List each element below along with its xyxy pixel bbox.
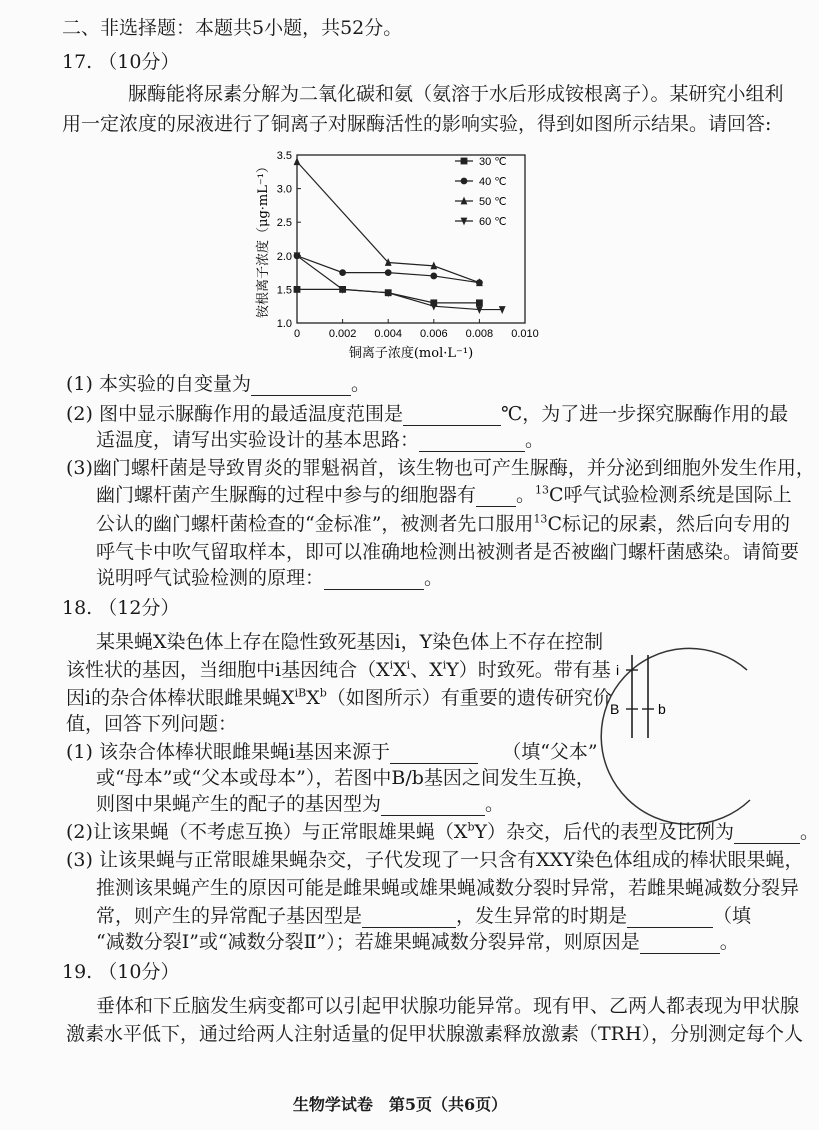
q18-sub2-end: 。 [800,821,819,843]
q18-sub2-sup: b [467,820,475,834]
q17-sub1-text: (1) 本实验的自变量为 [66,373,251,395]
q17-sub3-line-2 [96,483,792,507]
q17-sub3-blank-2[interactable] [324,571,424,590]
q18-intro-line-1: 某果蝇X染色体上存在隐性致死基因i，Y染色体上不存在控制 [96,631,604,653]
y-tick-label: 1.5 [276,284,292,297]
figure-circle-arc [601,648,750,824]
q17-sub3-line-5 [96,566,443,590]
legend-label: 50 ℃ [479,196,507,208]
x-tick-label: 0.010 [511,328,539,340]
q17-sub2-line-2 [96,428,544,452]
q18-intro-3b: X [306,687,320,709]
legend-label: 60 ℃ [479,216,507,228]
q17-heading [62,50,179,74]
q18-intro-2c: 、X [410,659,443,681]
gene-B-label: B [610,701,620,717]
x-tick-label: 0.004 [374,328,402,340]
x-tick-label: 0.002 [328,328,357,340]
q17-sub3-line-3 [96,512,790,536]
q18-sub1-blank-2[interactable] [381,797,485,816]
q18-sub3-text-4: “减数分裂Ⅰ”或“减数分裂Ⅱ”）；若雄果蝇减数分裂异常，则原因是 [96,931,640,953]
legend-label: 40 ℃ [479,176,507,188]
q17-sub2-blank-1[interactable] [403,407,501,426]
q17-sub3-blank-1[interactable] [476,488,516,507]
q17-sub2-end: 。 [525,429,545,451]
q17-sub3-text: 幽门螺杆菌产生脲酶的过程中参与的细胞器有 [96,484,477,506]
legend-label: 30 ℃ [479,156,507,168]
q17-sub2-line-1 [66,402,788,426]
data-point [385,269,392,276]
q18-sub3-end: 。 [719,931,739,953]
q18-intro-3c: （如图所示）有重要的遗传研究价 [326,687,612,709]
page-footer: 生物学试卷 第5页（共6页） [292,1095,508,1114]
q18-sub1-line-1 [66,740,598,764]
q18-sup-2: i [406,658,411,672]
x-tick-label: 0.008 [465,328,494,340]
q19-score: （10分） [98,961,180,983]
chromosome-figure [572,640,772,830]
q18-intro-2d: Y）时致死。带有基 [446,659,611,681]
q17-score: （10分） [98,51,180,73]
q17-sub3-dot: 。 [516,484,536,506]
q18-sub2 [66,820,819,844]
q18-sub2-text-2: Y）杂交，后代的表型及比例为 [474,821,735,843]
data-point [294,286,301,293]
y-tick-label: 3.0 [276,183,292,196]
q19-heading [62,960,179,984]
q18-score: （12分） [98,597,180,619]
q18-sup-3: i [442,658,447,672]
data-point [339,269,346,276]
q18-sub1-text-4: 则图中果蝇产生的配子的基因型为 [96,793,382,815]
y-tick-label: 1.0 [276,318,292,330]
q17-sub2-blank-2[interactable] [419,433,525,452]
q19-line-1: 垂体和下丘脑发生病变都可以引起甲状腺功能异常。现有甲、乙两人都表现为甲状腺 [96,995,800,1017]
q18-intro-3a: 因i的杂合体棒状眼雌果蝇X [66,687,295,709]
x-tick-label: 0.006 [420,328,448,340]
q17-isotope-sup-2: 13 [533,512,548,526]
q17-sub2-text: (2) 图中显示脲酶作用的最适温度范围是 [66,403,403,425]
x-axis-label: 铜离子浓度(mol·L⁻¹) [348,346,474,361]
legend-marker [461,178,468,185]
q17-intro-line-1: 脲酶能将尿素分解为二氧化碳和氨（氨溶于水后形成铵根离子）。某研究小组利 [128,83,784,105]
q18-intro-2a: 该性状的基因，当细胞中i基因纯合（X [66,659,390,681]
q18-sup-4: iB [294,686,307,700]
q18-sub1-hint: （填“父本” [502,741,598,763]
q17-sub3-text-3: 公认的幽门螺杆菌检查的“金标准”，被测者先口服用 [96,513,534,535]
q17-sub3-line-1: (3)幽门螺杆菌是导致胃炎的罪魁祸首，该生物也可产生脲酶，并分泌到细胞外发生作用， [66,457,815,479]
data-point [430,273,437,280]
y-tick-label: 2.0 [276,250,292,263]
q17-number: 17. [62,51,93,73]
q18-intro-line-3 [66,686,612,710]
y-tick-label: 2.5 [276,217,292,230]
q19-line-2: 激素水平低下，通过给两人注射适量的促甲状腺激素释放激素（TRH），分别测定每个人 [66,1023,804,1045]
data-point [294,157,301,165]
q18-intro-line-2 [66,658,611,682]
gene-i-label: i [616,662,620,678]
section-header: 二、非选择题：本题共5小题，共52分。 [62,17,403,39]
q18-sub3-line-1: (3) 让该果蝇与正常眼雄果蝇杂交，子代发现了一只含有XXY染色体组成的棒状眼果蝇， [66,849,804,871]
q18-sub1-line-2: 或“母本”或“父本或母本”），若图中B/b基因之间发生互换， [96,767,595,789]
copper-ion-chart [255,145,545,360]
y-tick-label: 3.5 [276,150,292,162]
q19-number: 19. [62,961,93,983]
q18-intro-2b: X [393,659,407,681]
q17-sub2-text-2: ℃，为了进一步探究脲酶作用的最 [500,403,789,425]
y-axis-label: 铵根离子浓度（μg·mL⁻¹） [256,160,271,318]
q18-sub1-text: (1) 该杂合体棒状眼雌果蝇i基因来源于 [66,741,391,763]
q18-sub1-end: 。 [485,793,505,815]
q17-isotope-sup-1: 13 [535,483,550,497]
q17-sub2-text-3: 适温度，请写出实验设计的基本思路： [96,429,420,451]
q18-sub3-text-3: （填 [713,905,752,927]
data-point [476,299,483,306]
q18-sup-5: b [319,686,327,700]
q18-heading [62,596,179,620]
q17-sub3-text-5: 说明呼气试验检测的原理： [96,567,325,589]
q18-sub2-text: (2)让该果蝇（不考虑互换）与正常眼雄果蝇（X [66,821,468,843]
q18-number: 18. [62,597,93,619]
q18-sub3-blank-2[interactable] [627,909,713,928]
legend-marker [461,158,468,165]
q18-sub3-line-4 [96,930,739,954]
q17-sub3-text-2: C呼气试验检测系统是国际上 [549,484,792,506]
q17-sub1-end: 。 [350,373,370,395]
q18-sup-1: i [389,658,394,672]
q18-sub1-blank-1[interactable] [390,745,478,764]
gene-b-label: b [658,701,666,717]
q17-sub3-end: 。 [424,567,444,589]
q18-sub3-line-3 [96,904,751,928]
q17-sub1 [66,372,370,396]
q18-intro-line-4: 值，回答下列问题： [66,713,238,735]
q18-sub3-blank-3[interactable] [640,935,720,954]
q17-sub3-line-4: 呼气卡中吹气留取样本，即可以准确地检测出被测者是否被幽门螺杆菌感染。请简要 [96,541,800,563]
q18-sub2-blank[interactable] [734,825,800,844]
q18-sub3-text-2: ，发生异常的时期是 [456,905,628,927]
q17-sub3-text-4: C标记的尿素，然后向专用的 [547,513,790,535]
q18-sub3-line-2: 推测该果蝇产生的原因可能是雌果蝇或雄果蝇减数分裂时异常，若雌果蝇减数分裂异 [96,877,800,899]
q17-intro-line-2: 用一定浓度的尿液进行了铜离子对脲酶活性的影响实验，得到如图所示结果。请回答: [62,113,772,135]
q18-sub3-blank-1[interactable] [362,909,456,928]
q18-sub3-text: 常，则产生的异常配子基因型是 [96,905,363,927]
q17-sub1-blank[interactable] [251,377,351,396]
x-tick-label: 0 [293,328,301,340]
q18-sub1-line-3 [96,792,504,816]
